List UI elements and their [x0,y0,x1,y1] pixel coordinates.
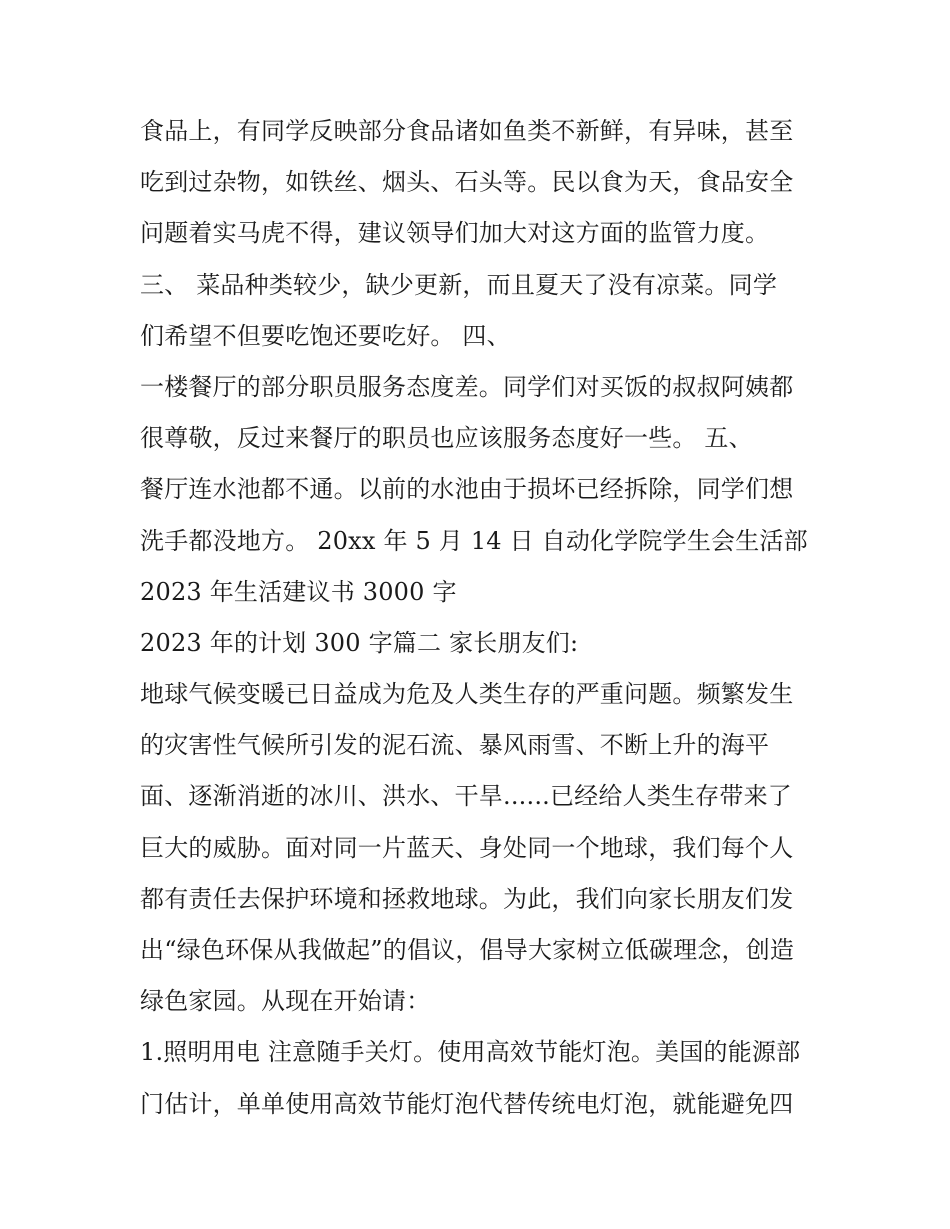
text-line: 面、逐渐消逝的冰川、洪水、干旱......已经给人类生存带来了 [140,782,792,811]
text-line: 绿色家园。从现在开始请： [140,987,431,1016]
text-line: 三、 菜品种类较少，缺少更新，而且夏天了没有凉菜。同学 [140,270,778,299]
text-line: 1.照明用电 注意随手关灯。使用高效节能灯泡。美国的能源部 [140,1038,801,1067]
text-line: 2023 年生活建议书 3000 字 [140,577,457,606]
text-line: 一楼餐厅的部分职员服务态度差。同学们对买饭的叔叔阿姨都 [140,372,794,401]
text-line: 食品上，有同学反映部分食品诸如鱼类不新鲜，有异味，甚至 [140,117,794,145]
text-line: 地球气候变暖已日益成为危及人类生存的严重问题。频繁发生 [140,680,794,709]
text-line: 门估计，单单使用高效节能灯泡代替传统电灯泡，就能避免四 [140,1089,794,1118]
text-line: 们希望不但要吃饱还要吃好。 四、 [140,321,511,350]
text-line: 很尊敬，反过来餐厅的职员也应该服务态度好一些。 五、 [140,424,753,453]
text-line: 问题着实马虎不得，建议领导们加大对这方面的监管力度。 [140,219,770,248]
text-line: 吃到过杂物，如铁丝、烟头、石头等。民以食为天，食品安全 [140,168,794,197]
text-line: 洗手都没地方。 20xx 年 5 月 14 日 自动化学院学生会生活部 [140,526,808,555]
document-body [140,106,820,1130]
text-line: 的灾害性气候所引发的泥石流、暴风雨雪、不断上升的海平 [140,731,770,760]
text-line: 出“绿色环保从我做起”的倡议，倡导大家树立低碳理念，创造 [140,936,795,964]
text-line: 都有责任去保护环境和拯救地球。为此，我们向家长朋友们发 [140,884,794,913]
text-line: 2023 年的计划 300 字篇二 家长朋友们: [140,628,579,657]
text-line: 巨大的威胁。面对同一片蓝天、身处同一个地球，我们每个人 [140,833,794,862]
text-line: 餐厅连水池都不通。以前的水池由于损坏已经拆除，同学们想 [140,475,794,504]
